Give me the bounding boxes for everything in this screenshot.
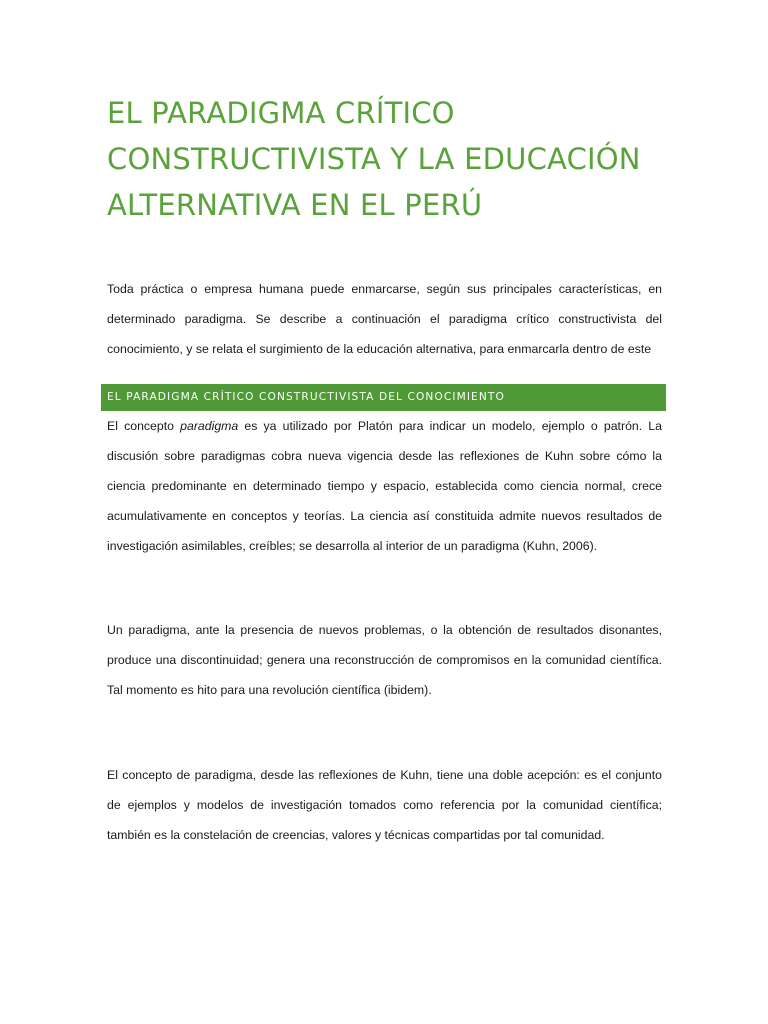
- paragraph-line: de ejemplos y modelos de investigación tomados como referencia por la comunidad científica;: [107, 798, 662, 812]
- section-heading: EL PARADIGMA CRÍTICO CONSTRUCTIVISTA DEL CONOCIMIENTO: [107, 391, 505, 403]
- text-run: es ya utilizado por Platón para indicar un modelo, ejemplo o patrón. La: [238, 419, 662, 433]
- title-line: EL PARADIGMA CRÍTICO: [107, 96, 455, 130]
- document-title: [107, 90, 707, 228]
- italic-term: paradigma: [180, 419, 239, 433]
- section-heading-bar: [101, 384, 666, 411]
- paragraph-line: Toda práctica o empresa humana puede enmarcarse, según sus principales características, en: [107, 282, 662, 296]
- paragraph-line: también es la constelación de creencias, valores y técnicas compartidas por tal comunidad.: [107, 828, 605, 842]
- paragraph-line: [107, 411, 662, 441]
- paragraph-line: produce una discontinuidad; genera una reconstrucción de compromisos en la comunidad científica.: [107, 653, 662, 667]
- paragraph-line: Tal momento es hito para una revolución científica (ibidem).: [107, 683, 432, 697]
- paragraph-line: discusión sobre paradigmas cobra nueva vigencia desde las reflexiones de Kuhn sobre cómo la: [107, 449, 662, 463]
- paragraph-line: acumulativamente en conceptos y teorías. La ciencia así constituida admite nuevos resultados de: [107, 509, 662, 523]
- paragraph-discontinuity: [107, 615, 662, 705]
- paragraph-line: investigación asimilables, creíbles; se desarrolla al interior de un paradigma (Kuhn, 2006).: [107, 539, 598, 553]
- text-run: El concepto: [107, 419, 181, 433]
- paragraph-line: El concepto de paradigma, desde las reflexiones de Kuhn, tiene una doble acepción: es el conjunto: [107, 768, 662, 782]
- paragraph-line: determinado paradigma. Se describe a continuación el paradigma crítico constructivista del: [107, 312, 662, 326]
- paragraph-line: ciencia predominante en determinado tiempo y espacio, establecida como ciencia normal, crece: [107, 479, 662, 493]
- paragraph-line: Un paradigma, ante la presencia de nuevos problemas, o la obtención de resultados disonantes,: [107, 623, 662, 637]
- intro-paragraph: [107, 274, 662, 364]
- title-line: ALTERNATIVA EN EL PERÚ: [107, 188, 483, 222]
- paragraph-double-meaning: [107, 760, 662, 850]
- paragraph-paradigma-concept: [107, 411, 662, 561]
- title-line: CONSTRUCTIVISTA Y LA EDUCACIÓN: [107, 142, 641, 176]
- paragraph-line: conocimiento, y se relata el surgimiento de la educación alternativa, para enmarcarla dentro de este: [107, 342, 652, 356]
